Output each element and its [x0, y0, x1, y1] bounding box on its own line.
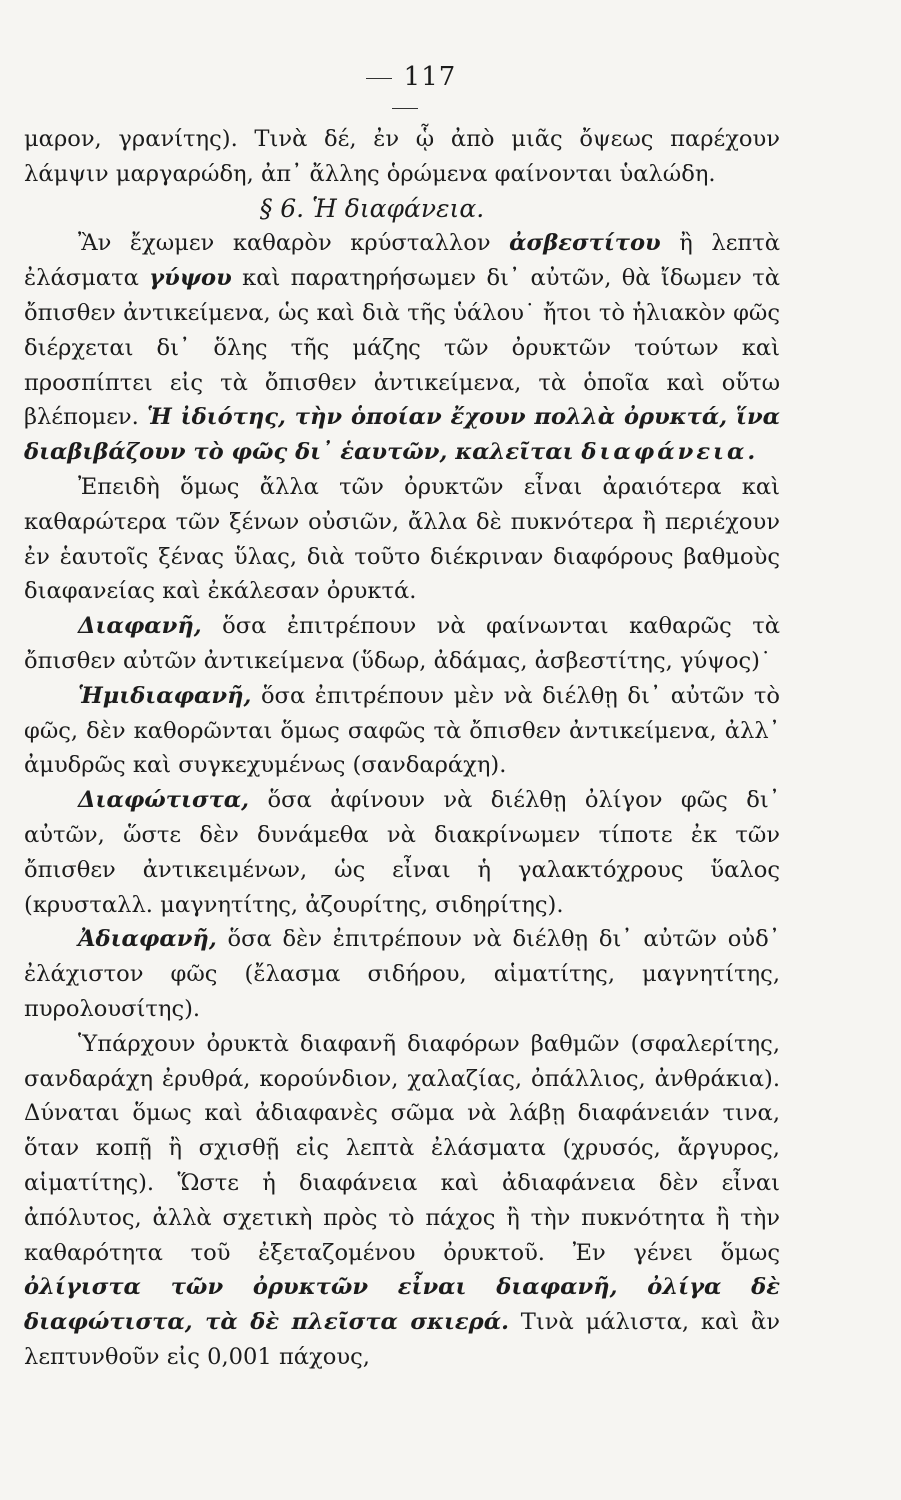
- text-span: ὅσα δὲν ἐπιτρέπουν νὰ διέλθῃ δι᾽ αὐτῶν οὐδ᾽ ἐλάχιστον φῶς (ἔλασμα σιδήρου, αἱματίτης, μαγνητίτης, πυρολουσίτης).: [24, 926, 780, 1022]
- paragraph-relative: [24, 1027, 780, 1375]
- definition-text: Ἡ ἰδιότης, τὴν ὁποίαν ἔχουν πολλὰ ὀρυκτά, ἵνα διαβιβάζουν τὸ φῶς δι᾽ ἑαυτῶν, καλεῖται: [24, 404, 781, 466]
- text-span: Τινὰ μάλιστα, καὶ ἂν λεπτυνθοῦν εἰς 0,001 πάχους,: [24, 1309, 780, 1370]
- paragraph-degrees: Ἐπειδὴ ὅμως ἄλλα τῶν ὀρυκτῶν εἶναι ἀραιότερα καὶ καθαρώτερα τῶν ξένων οὐσιῶν, ἄλλα δὲ πυκνότερα ἢ περιέχουν ἐν ἑαυτοῖς ξένας ὕλας, διὰ τοῦτο διέκριναν διαφόρους βαθμοὺς διαφανείας καὶ ἐκάλεσαν ὀρυκτά.: [24, 473, 780, 605]
- term-transparent: Διαφανῆ,: [78, 613, 202, 640]
- text-span: Ἂν ἔχωμεν καθαρὸν κρύσταλλον: [78, 230, 510, 257]
- term-translucent: Διαφώτιστα,: [78, 787, 250, 814]
- term-opaque: Ἀδιαφανῆ,: [78, 926, 217, 953]
- summary-statement: ὀλίγιστα τῶν ὀρυκτῶν εἶναι διαφανῆ, ὀλίγα δὲ διαφώτιστα, τὰ δὲ πλεῖστα σκιερά.: [24, 1274, 780, 1336]
- text-span: ὅσα ἐπιτρέπουν μὲν νὰ διέλθῃ δι᾽ αὐτῶν τὸ φῶς, δὲν καθορῶνται ὅμως σαφῶς τὰ ὄπισθεν ἀντικείμενα, ἀλλ᾽ ἀμυδρῶς καὶ συγκεχυμένως (σανδαράχη).: [24, 682, 780, 779]
- term-calcite: ἀσβεστίτου: [509, 230, 661, 257]
- text-span: καὶ παρατηρήσωμεν δι᾽ αὐτῶν, θὰ ἴδωμεν τὰ ὄπισθεν ἀντικείμενα, ὡς καὶ διὰ τῆς ὑάλου˙ ἤτοι τὸ ἡλιακὸν φῶς διέρχεται δι᾽ ὅλης τῆς μάζης τῶν ὀρυκτῶν τούτων καὶ προσπίπτει εἰς τὰ ὄπισθεν ἀντικείμενα, τὰ ὁποῖα καὶ οὕτω βλέπομεν.: [24, 265, 780, 431]
- paragraph-transparent: [24, 609, 780, 679]
- paragraph-opaque: [24, 922, 780, 1026]
- page-number-header: [330, 62, 480, 122]
- text-span: ὅσα ἐπιτρέπουν νὰ φαίνωνται καθαρῶς τὰ ὄπισθεν αὐτῶν ἀντικείμενα (ὕδωρ, ἀδάμας, ἀσβεστίτης, γύψος)˙: [24, 613, 780, 674]
- paragraph-continuation: μαρον, γρανίτης). Τινὰ δέ, ἐν ᾧ ἀπὸ μιᾶς ὄψεως παρέχουν λάμψιν μαργαρώδη, ἀπ᾽ ἄλλης ὁρώμενα φαίνονται ὑαλώδη.: [24, 126, 780, 187]
- text-span: ἢ λεπτὰ ἐλάσματα: [24, 230, 781, 292]
- term-semi-transparent: Ἡμιδιαφανῆ,: [78, 682, 252, 709]
- left-dash: [366, 78, 392, 79]
- paragraph-semi-transparent: [24, 679, 780, 783]
- text-span: Ὑπάρχουν ὀρυκτὰ διαφανῆ διαφόρων βαθμῶν (σφαλερίτης, σανδαράχη ἐρυθρά, κορούνδιον, χαλαζίας, ὀπάλλιος, ἀνθράκια). Δύναται ὅμως καὶ ἀδιαφανὲς σῶμα νὰ λάβῃ διαφάνειάν τινα, ὅταν κοπῇ ἢ σχισθῇ εἰς λεπτὰ ἐλάσματα (χρυσός, ἄργυρος, αἱματίτης). Ὥστε ἡ διαφάνεια καὶ ἀδιαφάνεια δὲν εἶναι ἀπόλυτος, ἀλλὰ σχετικὴ πρὸς τὸ πάχος ἢ τὴν πυκνότητα ἢ τὴν καθαρότητα τοῦ ἐξεταζομένου ὀρυκτοῦ. Ἐν γένει ὅμως: [24, 1030, 780, 1266]
- body-text: [24, 122, 780, 1375]
- paragraph-transparency-intro: [24, 226, 780, 470]
- section-heading: § 6. Ἡ διαφάνεια.: [259, 193, 485, 223]
- text-span: ὅσα ἀφίνουν νὰ διέλθῃ ὀλίγον φῶς δι᾽ αὐτῶν, ὥστε δὲν δυνάμεθα νὰ διακρίνωμεν τίποτε ἐκ τῶν ὄπισθεν ἀντικειμένων, ὡς εἶναι ἡ γαλακτόχρους ὕαλος (κρυσταλλ. μαγνητίτης, ἀζουρίτης, σιδηρίτης).: [24, 787, 780, 918]
- right-dash: [392, 108, 418, 109]
- paragraph-translucent: [24, 783, 780, 922]
- term-transparency: διαφάνεια.: [581, 439, 759, 466]
- term-gypsum: γύψου: [149, 265, 232, 292]
- page-number: 117: [403, 62, 457, 92]
